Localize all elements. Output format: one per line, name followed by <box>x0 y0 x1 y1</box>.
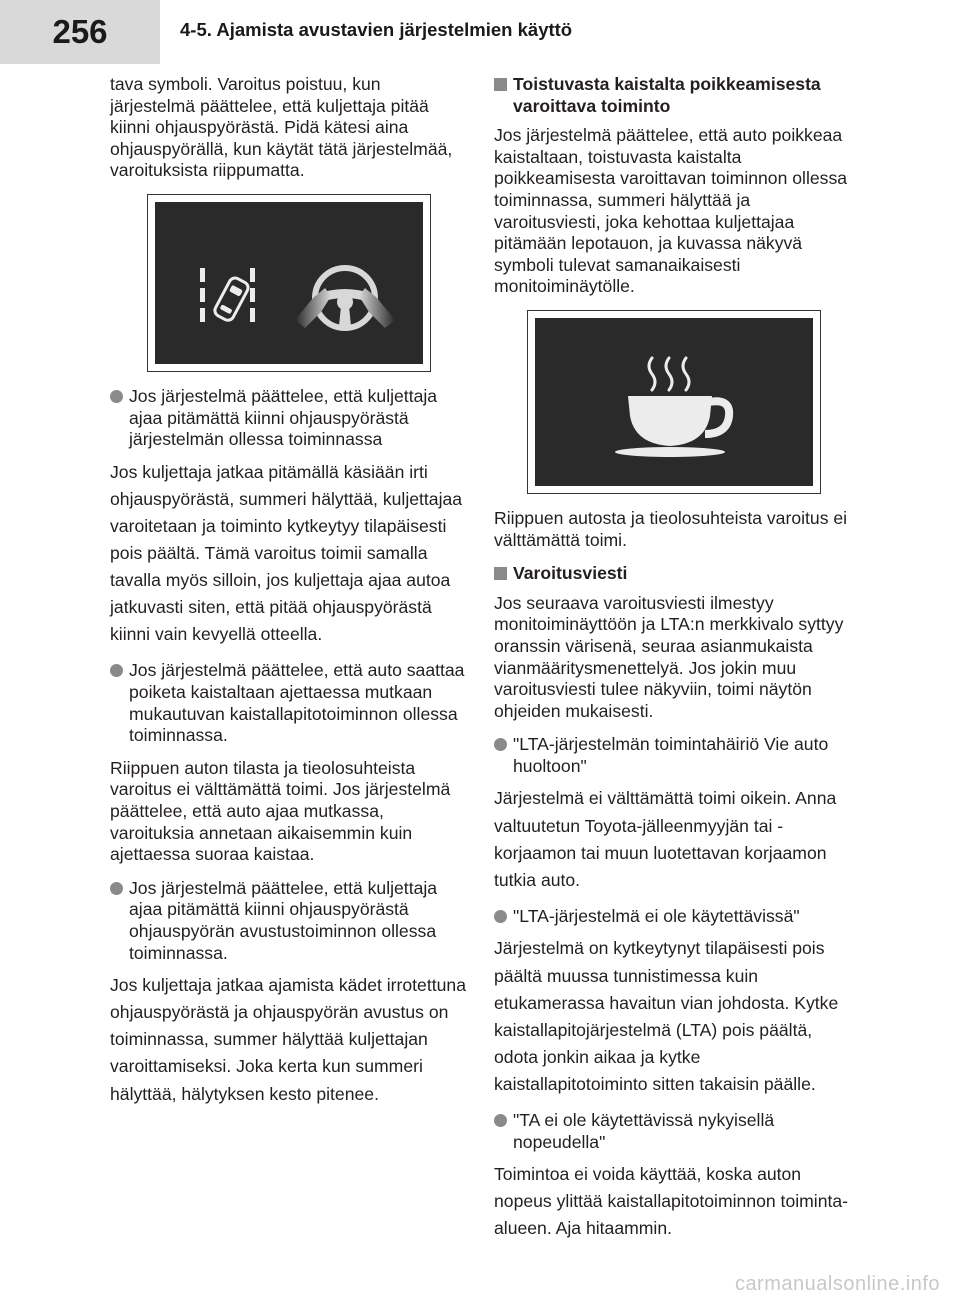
paragraph-curve-warning: Riippuen auton tilasta ja tieolosuhteista varoitus ei välttämättä toimi. Jos järjestelmä päättelee, että auto ajaa mutkassa, varoituksia annetaan aikaisemmin kuin ajettaessa suoraa kaistaa. <box>110 757 451 865</box>
page-header <box>0 0 960 64</box>
heading-repeated-departure: Toistuvasta kaistalta poikkeamisesta varoittava toiminto <box>494 74 854 117</box>
heading-square-icon <box>494 78 507 91</box>
paragraph-lta-unavailable: Järjestelmä on kytkeytynyt tilapäisesti pois päältä muussa tunnistimessa kuin etukamerassa havaitun vian johdosta. Kytke kaistallapitojärjestelmä (LTA) pois päältä, odota jonkin aikaa ja kytke kaistallapitotoiminto sitten takaisin päälle. <box>494 938 839 1094</box>
bullet-dot-icon <box>494 738 507 751</box>
heading-square-icon <box>494 567 507 580</box>
paragraph-hands-off: Jos kuljettaja jatkaa pitämällä käsiään irti ohjauspyörästä, summeri hälyttää, kuljettajaa varoitetaan ja toiminto kytkeytyy tilapäisesti pois päältä. Tämä varoitus toimii samalla tavalla myös silloin, jos kuljettaja ajaa autoa jatkuvasti siten, että pitää ohjauspyörästä kiinni vain kevyellä otteella. <box>110 461 463 645</box>
lane-departure-icon <box>200 268 255 322</box>
intro-paragraph: tava symboli. Varoitus poistuu, kun järjestelmä päättelee, että kuljettaja pitää kiinni ohjauspyörästä. Pidä kätesi aina ohjauspyörällä, kun käytät tätä järjestelmää, varoituksista riippumatta. <box>110 74 453 181</box>
bullet-lta-malfunction: "LTA-järjestelmän toimintahäiriö Vie auto huoltoon" <box>494 734 854 777</box>
bullet-lane-departure-curve: Jos järjestelmä päättelee, että auto saattaa poiketa kaistaltaan ajettaessa mutkaan mukautuvan kaistallapitotoiminnon ollessa toiminnassa. <box>110 660 468 746</box>
paragraph-may-not-work: Riippuen autosta ja tieolosuhteista varoitus ei välttämättä toimi. <box>494 507 848 550</box>
watermark: carmanualsonline.info <box>734 1273 940 1295</box>
coffee-cup-icon <box>535 318 813 486</box>
rest-break-figure <box>527 310 821 494</box>
paragraph-warning-message: Jos seuraava varoitusviesti ilmestyy monitoiminäyttöön ja LTA:n merkkivalo syttyy oranssin värisenä, seuraa asianmukaista vianmääritysmenettelyä. Jos jokin muu varoitusviesti tulee näkyviin, toimi näytön ohjeiden mukaisesti. <box>494 592 844 721</box>
bullet-steering-assist: Jos järjestelmä päättelee, että kuljettaja ajaa pitämättä kiinni ohjauspyörästä ohjauspyörän avustustoiminnon ollessa toiminnassa. <box>110 878 468 964</box>
bullet-dot-icon <box>494 1114 507 1127</box>
heading-warning-message: Varoitusviesti <box>494 563 854 585</box>
right-column <box>494 74 854 1254</box>
paragraph-steering-assist: Jos kuljettaja jatkaa ajamista kädet irrotettuna ohjauspyörästä ja ohjauspyörän avustus on toiminnassa, summer hälyttää kuljettajan varoittamiseksi. Joka kerta kun summeri hälyttää, hälytyksen kesto pitenee. <box>110 975 466 1104</box>
bullet-dot-icon <box>110 882 123 895</box>
left-column <box>110 74 468 1120</box>
bullet-lta-unavailable: "LTA-järjestelmä ei ole käytettävissä" <box>494 906 854 928</box>
steering-wheel-hands-icon <box>295 268 395 328</box>
paragraph-ta-speed: Toimintoa ei voida käyttää, koska auton nopeus ylittää kaistallapitotoiminnon toiminta-alueen. Aja hitaammin. <box>494 1164 849 1239</box>
display-screen <box>155 202 423 364</box>
display-screen <box>535 318 813 486</box>
bullet-ta-speed: "TA ei ole käytettävissä nykyisellä nopeudella" <box>494 1110 854 1153</box>
paragraph-repeated-departure: Jos järjestelmä päättelee, että auto poikkeaa kaistaltaan, toistuvasta kaistalta poikkeamisesta varoittavan toiminnon ollessa toiminnassa, summeri hälyttää ja varoitusviesti, joka kehottaa kuljettajaa pitämään lepotauon, ja kuvassa näkyvä symboli tulevat samanaikaisesti monitoiminäytölle. <box>494 125 848 297</box>
bullet-dot-icon <box>110 390 123 403</box>
page-number: 256 <box>0 0 160 64</box>
bullet-dot-icon <box>110 664 123 677</box>
bullet-hands-off-warning: Jos järjestelmä päättelee, että kuljettaja ajaa pitämättä kiinni ohjauspyörästä järjestelmän ollessa toiminnassa <box>110 386 468 451</box>
bullet-dot-icon <box>494 910 507 923</box>
lta-warning-figure <box>147 194 431 372</box>
paragraph-lta-malfunction: Järjestelmä ei välttämättä toimi oikein. Anna valtuutetun Toyota-jälleenmyyjän tai -korjaamon tai muun luotettavan korjaamon tutkia auto. <box>494 788 837 890</box>
section-title: 4-5. Ajamista avustavien järjestelmien käyttö <box>180 19 573 40</box>
